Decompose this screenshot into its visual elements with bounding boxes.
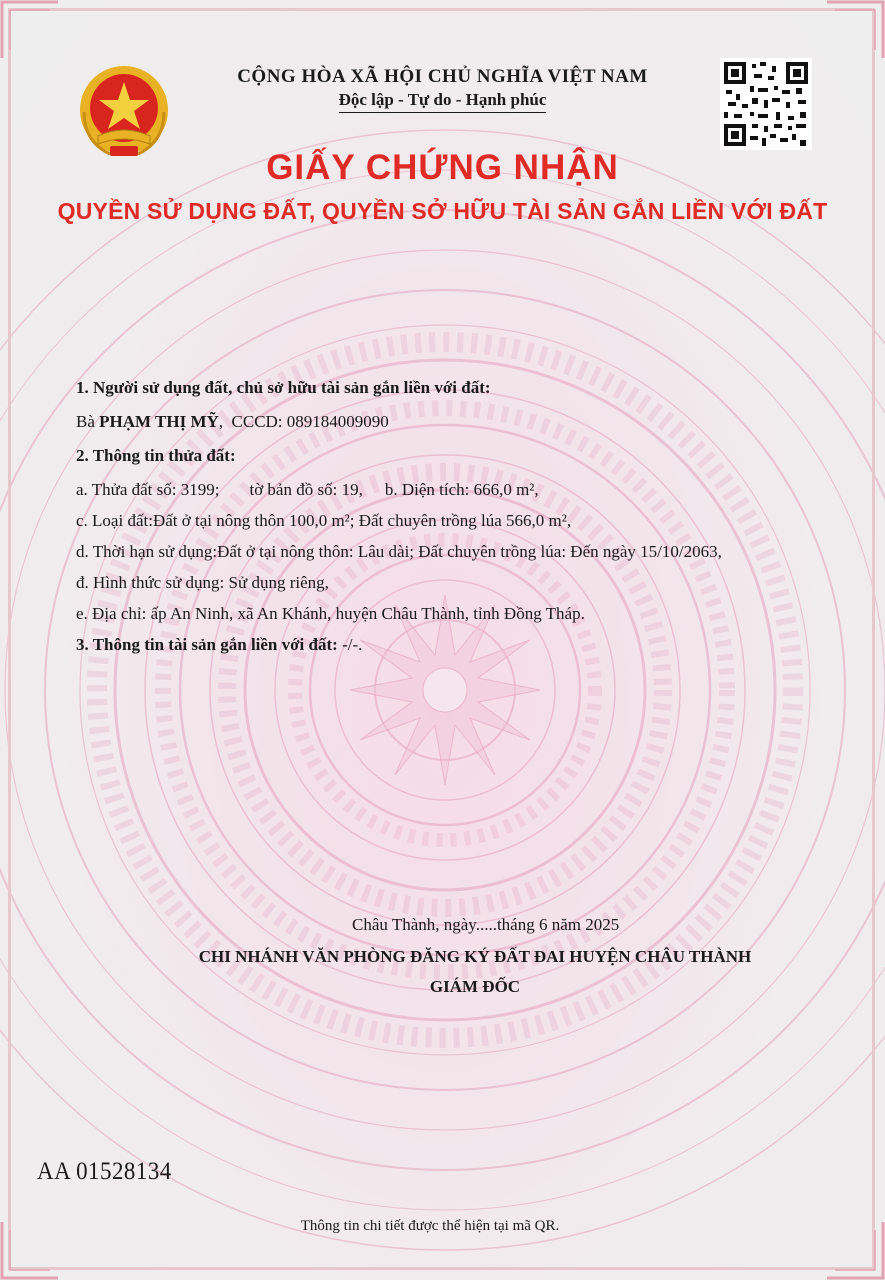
- place-date: Châu Thành, ngày.....tháng 6 năm 2025: [352, 915, 620, 934]
- nation-title: CỘNG HÒA XÃ HỘI CHỦ NGHĨA VIỆT NAM: [237, 66, 648, 87]
- nation-motto: [160, 90, 725, 113]
- certificate-subtitle: QUYỀN SỬ DỤNG ĐẤT, QUYỀN SỞ HỮU TÀI SẢN GẮN LIỀN VỚI ĐẤT: [57, 198, 828, 224]
- id-label: CCCD:: [231, 412, 283, 431]
- section3-heading: 3. Thông tin tài sản gắn liền với đất:: [76, 635, 338, 654]
- nation-motto-text: Độc lập - Tự do - Hạnh phúc: [339, 90, 547, 113]
- qr-code-icon[interactable]: [720, 58, 812, 150]
- footer-note: Thông tin chi tiết được thể hiện tại mã QR.: [300, 1218, 560, 1234]
- usage-term: d. Thời hạn sử dụng:Đất ở tại nông thôn: Lâu dài; Đất chuyên trồng lúa: Đến ngày 15/10/2063,: [76, 542, 722, 561]
- land-type: c. Loại đất:Đất ở tại nông thôn 100,0 m²; Đất chuyên trồng lúa 566,0 m²,: [76, 511, 572, 530]
- signatory-title: GIÁM ĐỐC: [429, 977, 521, 996]
- section3-line: [76, 635, 362, 655]
- serial-number: AA 01528134: [37, 1158, 172, 1185]
- section3-value: -/-.: [337, 635, 363, 654]
- issuing-office: CHI NHÁNH VĂN PHÒNG ĐĂNG KÝ ĐẤT ĐAI HUYỆN CHÂU THÀNH: [198, 947, 752, 966]
- section1-heading: 1. Người sử dụng đất, chủ sở hữu tài sản gắn liền với đất:: [76, 378, 491, 397]
- parcel-line: [76, 480, 539, 500]
- parcel-area: b. Diện tích: 666,0 m²,: [384, 480, 539, 499]
- certificate-title: GIẤY CHỨNG NHẬN: [266, 148, 619, 187]
- parcel-number: a. Thửa đất số: 3199;: [76, 480, 220, 499]
- owner-line: [76, 412, 389, 432]
- owner-name: PHẠM THỊ MỸ: [99, 412, 219, 431]
- corner-ornament-icon: [0, 0, 60, 60]
- parcel-address: e. Địa chỉ: ấp An Ninh, xã An Khánh, huyện Châu Thành, tỉnh Đồng Tháp.: [76, 604, 585, 623]
- map-sheet: tờ bản đồ số: 19,: [249, 480, 363, 499]
- usage-form: đ. Hình thức sử dụng: Sử dụng riêng,: [76, 573, 329, 592]
- corner-ornament-icon: [825, 0, 885, 60]
- owner-prefix: Bà: [76, 412, 95, 431]
- id-number: 089184009090: [286, 412, 389, 431]
- owner-separator: ,: [218, 412, 224, 431]
- section2-heading: 2. Thông tin thửa đất:: [76, 446, 236, 465]
